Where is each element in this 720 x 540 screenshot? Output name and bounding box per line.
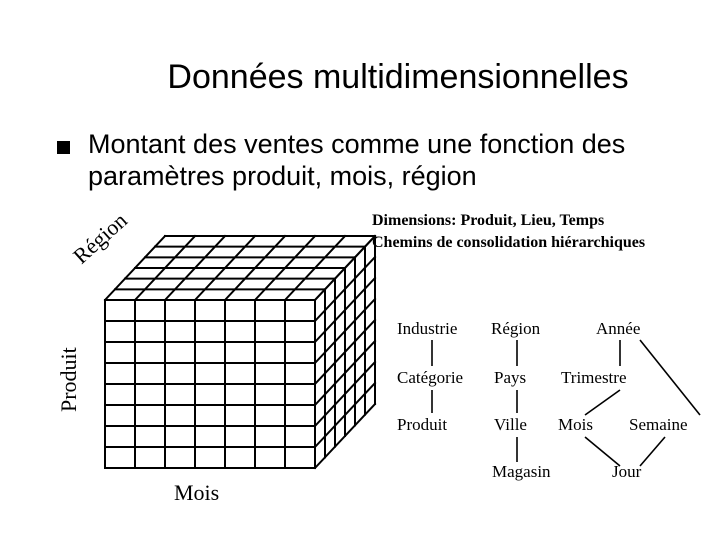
node-produit: Produit	[397, 415, 448, 434]
node-magasin: Magasin	[492, 462, 551, 481]
dimensions-line-1: Dimensions: Produit, Lieu, Temps	[372, 212, 605, 229]
node-mois: Mois	[558, 415, 593, 434]
hierarchy-connectors	[432, 340, 700, 466]
node-region: Région	[491, 319, 541, 338]
node-pays: Pays	[494, 368, 527, 387]
node-jour: Jour	[612, 462, 642, 481]
axis-label-produit: Produit	[56, 347, 81, 412]
node-annee: Année	[596, 319, 641, 338]
axis-label-mois: Mois	[174, 480, 220, 505]
bullet-line-2: paramètres produit, mois, région	[88, 161, 477, 191]
node-industrie: Industrie	[397, 319, 458, 338]
node-categorie: Catégorie	[397, 368, 464, 387]
dimensions-text	[372, 210, 645, 254]
node-trimestre: Trimestre	[561, 368, 627, 387]
axis-label-region: Région	[68, 207, 132, 269]
node-ville: Ville	[494, 415, 527, 434]
node-semaine: Semaine	[629, 415, 688, 434]
slide-title: Données multidimensionnelles	[167, 58, 629, 96]
bullet-line-1: Montant des ventes comme une fonction des	[88, 129, 626, 159]
dimensions-line-2: Chemins de consolidation hiérarchiques	[372, 234, 646, 251]
